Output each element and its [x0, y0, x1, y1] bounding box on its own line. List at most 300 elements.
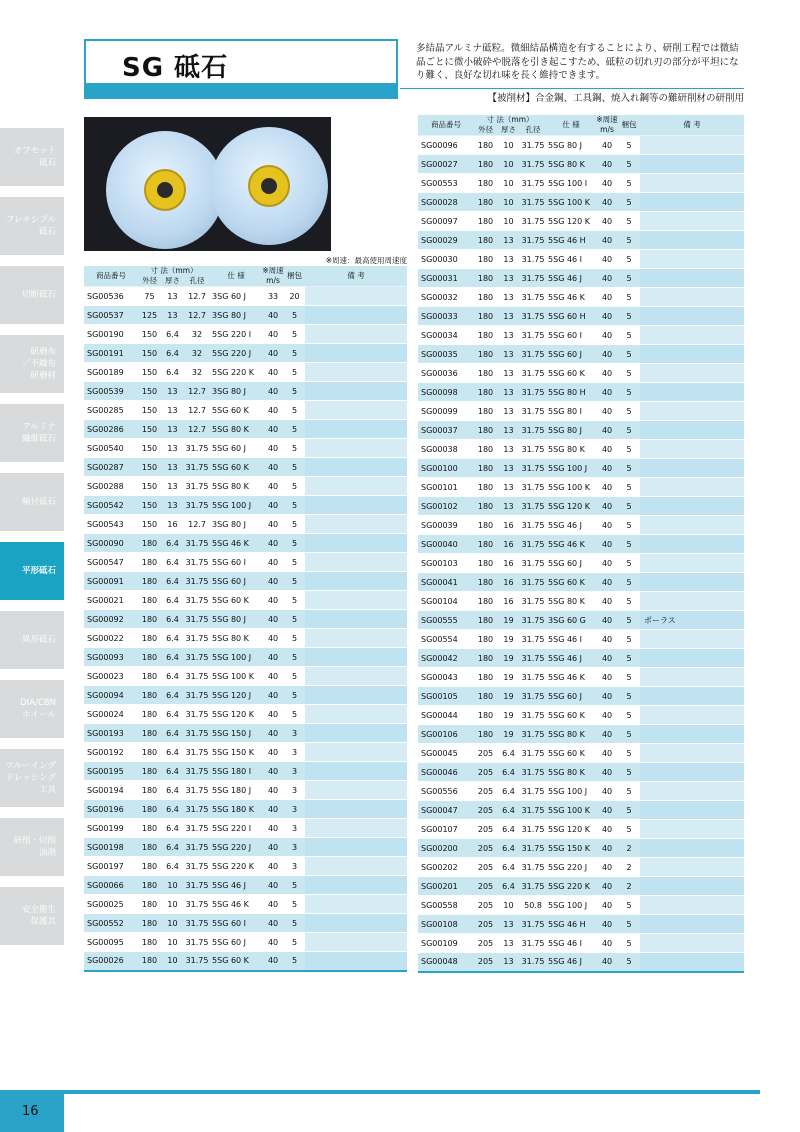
- product-code: SG00066: [84, 876, 138, 895]
- specification: 5SG 180 I: [210, 762, 262, 781]
- remarks: [640, 307, 744, 326]
- thickness: 10: [497, 174, 520, 193]
- sidebar-tab-label: 安全衛生: [21, 905, 56, 915]
- thickness: 10: [161, 952, 184, 971]
- page-number: 16: [0, 1094, 64, 1132]
- pack-quantity: 5: [618, 269, 640, 288]
- product-code: SG00190: [84, 325, 138, 344]
- pack-quantity: 5: [618, 155, 640, 174]
- bore-diameter: 31.75: [184, 477, 210, 496]
- pack-quantity: 5: [618, 535, 640, 554]
- header-bore: 孔径: [520, 125, 546, 136]
- bore-diameter: 31.75: [184, 496, 210, 515]
- bore-diameter: 31.75: [520, 136, 546, 155]
- sidebar-tab-label: ホイール: [22, 710, 56, 720]
- table-row: [84, 458, 407, 477]
- thickness: 10: [497, 212, 520, 231]
- remarks: [305, 629, 407, 648]
- outer-diameter: 180: [474, 440, 497, 459]
- thickness: 6.4: [161, 572, 184, 591]
- table-row: [418, 934, 744, 953]
- table-row: [418, 402, 744, 421]
- peripheral-speed: 40: [262, 724, 284, 743]
- table-row: [418, 706, 744, 725]
- peripheral-speed: 40: [262, 686, 284, 705]
- header-od: 外径: [474, 125, 497, 136]
- outer-diameter: 180: [474, 611, 497, 630]
- specification: 3SG 80 J: [210, 515, 262, 534]
- specification: 3SG 80 J: [210, 306, 262, 325]
- product-code: SG00029: [418, 231, 474, 250]
- table-row: [418, 592, 744, 611]
- peripheral-speed: 40: [596, 801, 618, 820]
- table-row: [418, 269, 744, 288]
- peripheral-speed: 40: [262, 572, 284, 591]
- pack-quantity: 5: [284, 515, 305, 534]
- sidebar-tab[interactable]: [0, 542, 64, 600]
- product-code: SG00195: [84, 762, 138, 781]
- thickness: 6.4: [497, 858, 520, 877]
- sidebar-tab[interactable]: [0, 335, 64, 393]
- remarks: [305, 762, 407, 781]
- outer-diameter: 180: [474, 383, 497, 402]
- thickness: 6.4: [161, 743, 184, 762]
- product-code: SG00040: [418, 535, 474, 554]
- remarks: [640, 687, 744, 706]
- peripheral-speed: 40: [596, 649, 618, 668]
- pack-quantity: 5: [284, 401, 305, 420]
- thickness: 6.4: [161, 591, 184, 610]
- product-code: SG00096: [418, 136, 474, 155]
- table-row: [418, 231, 744, 250]
- thickness: 13: [497, 459, 520, 478]
- remarks: [640, 459, 744, 478]
- sidebar-tab[interactable]: [0, 680, 64, 738]
- thickness: 13: [497, 478, 520, 497]
- bore-diameter: 31.75: [184, 762, 210, 781]
- table-row: [84, 705, 407, 724]
- bore-diameter: 31.75: [520, 231, 546, 250]
- specification: 3SG 60 J: [210, 287, 262, 306]
- product-code: SG00046: [418, 763, 474, 782]
- product-code: SG00043: [418, 668, 474, 687]
- outer-diameter: 180: [474, 478, 497, 497]
- peripheral-speed: 40: [596, 516, 618, 535]
- sidebar-tab-label: ／不織布: [21, 359, 56, 369]
- speed-footnote: ※周速：最高使用周速度: [325, 256, 407, 265]
- bore-diameter: 31.75: [520, 706, 546, 725]
- remarks: [305, 610, 407, 629]
- thickness: 6.4: [497, 801, 520, 820]
- outer-diameter: 180: [474, 459, 497, 478]
- specification: 5SG 80 H: [546, 383, 596, 402]
- remarks: [640, 649, 744, 668]
- thickness: 13: [497, 269, 520, 288]
- table-row: [418, 383, 744, 402]
- peripheral-speed: 40: [596, 402, 618, 421]
- bore-diameter: 12.7: [184, 287, 210, 306]
- pack-quantity: 3: [284, 857, 305, 876]
- bore-diameter: 31.75: [520, 554, 546, 573]
- pack-quantity: 5: [618, 687, 640, 706]
- bore-diameter: 31.75: [184, 895, 210, 914]
- table-row: [84, 686, 407, 705]
- bore-diameter: 32: [184, 363, 210, 382]
- outer-diameter: 180: [138, 591, 161, 610]
- table-row: [418, 307, 744, 326]
- remarks: [640, 231, 744, 250]
- remarks: [640, 801, 744, 820]
- bore-diameter: 31.75: [184, 458, 210, 477]
- outer-diameter: 180: [138, 857, 161, 876]
- peripheral-speed: 40: [262, 781, 284, 800]
- table-row: [84, 401, 407, 420]
- bore-diameter: 32: [184, 344, 210, 363]
- pack-quantity: 5: [618, 668, 640, 687]
- table-row: [418, 611, 744, 630]
- outer-diameter: 180: [474, 250, 497, 269]
- outer-diameter: 180: [474, 288, 497, 307]
- sidebar-tab[interactable]: [0, 749, 64, 807]
- peripheral-speed: 40: [262, 876, 284, 895]
- peripheral-speed: 40: [262, 458, 284, 477]
- pack-quantity: 5: [284, 933, 305, 952]
- remarks: [305, 781, 407, 800]
- specification: 5SG 180 J: [210, 781, 262, 800]
- remarks: [305, 325, 407, 344]
- sidebar-tab-label: 保護具: [30, 917, 56, 927]
- thickness: 13: [497, 440, 520, 459]
- thickness: 10: [497, 136, 520, 155]
- sidebar-tab[interactable]: [0, 128, 64, 186]
- header-thick: 厚さ: [497, 125, 520, 136]
- product-code: SG00105: [418, 687, 474, 706]
- table-row: [418, 820, 744, 839]
- bore-diameter: 31.75: [520, 687, 546, 706]
- bore-diameter: 31.75: [520, 364, 546, 383]
- peripheral-speed: 40: [596, 782, 618, 801]
- bore-diameter: 31.75: [184, 800, 210, 819]
- remarks: [305, 705, 407, 724]
- bore-diameter: 31.75: [520, 155, 546, 174]
- outer-diameter: 180: [474, 231, 497, 250]
- header-bore: 孔径: [184, 276, 210, 287]
- specification: 5SG 100 K: [546, 801, 596, 820]
- product-code: SG00286: [84, 420, 138, 439]
- product-code: SG00044: [418, 706, 474, 725]
- sidebar-tab-label: オフセット: [13, 146, 56, 156]
- pack-quantity: 2: [618, 858, 640, 877]
- peripheral-speed: 40: [596, 212, 618, 231]
- product-code: SG00041: [418, 573, 474, 592]
- pack-quantity: 5: [284, 344, 305, 363]
- specification: 5SG 46 J: [546, 269, 596, 288]
- specification: 5SG 220 K: [210, 857, 262, 876]
- product-code: SG00106: [418, 725, 474, 744]
- bore-diameter: 31.75: [184, 914, 210, 933]
- table-row: [84, 534, 407, 553]
- remarks: [305, 382, 407, 401]
- specification: 5SG 220 K: [546, 877, 596, 896]
- outer-diameter: 205: [474, 934, 497, 953]
- table-row: [84, 781, 407, 800]
- product-code: SG00287: [84, 458, 138, 477]
- bore-diameter: 31.75: [520, 858, 546, 877]
- sidebar-tab[interactable]: [0, 473, 64, 531]
- sidebar-tab[interactable]: [0, 197, 64, 255]
- sidebar-tab[interactable]: [0, 611, 64, 669]
- outer-diameter: 75: [138, 287, 161, 306]
- thickness: 13: [161, 439, 184, 458]
- specification: 5SG 46 H: [546, 231, 596, 250]
- specification: 5SG 100 J: [546, 459, 596, 478]
- product-code: SG00033: [418, 307, 474, 326]
- peripheral-speed: 40: [596, 611, 618, 630]
- peripheral-speed: 40: [596, 877, 618, 896]
- specification: 5SG 100 I: [546, 174, 596, 193]
- bore-diameter: 31.75: [520, 801, 546, 820]
- peripheral-speed: 40: [262, 952, 284, 971]
- pack-quantity: 5: [618, 402, 640, 421]
- thickness: 6.4: [161, 534, 184, 553]
- table-row: [418, 155, 744, 174]
- sidebar-tab-label: 砥石: [38, 158, 56, 168]
- specification: 5SG 80 K: [546, 155, 596, 174]
- table-row: [418, 630, 744, 649]
- peripheral-speed: 40: [596, 193, 618, 212]
- thickness: 13: [161, 458, 184, 477]
- table-row: [84, 287, 407, 306]
- sidebar-tab-label: DIA/CBN: [20, 698, 56, 708]
- bore-diameter: 31.75: [184, 781, 210, 800]
- outer-diameter: 180: [474, 155, 497, 174]
- peripheral-speed: 40: [596, 440, 618, 459]
- table-row: [418, 649, 744, 668]
- peripheral-speed: 40: [262, 667, 284, 686]
- table-row: [418, 478, 744, 497]
- thickness: 19: [497, 630, 520, 649]
- peripheral-speed: 40: [596, 725, 618, 744]
- product-code: SG00032: [418, 288, 474, 307]
- header-note: 備 考: [305, 266, 407, 287]
- table-row: [418, 763, 744, 782]
- remarks: [640, 326, 744, 345]
- sidebar-tab[interactable]: [0, 887, 64, 945]
- header-code: 商品番号: [84, 266, 138, 287]
- peripheral-speed: 40: [596, 744, 618, 763]
- specification: 5SG 46 I: [546, 934, 596, 953]
- remarks: [640, 516, 744, 535]
- table-row: [84, 838, 407, 857]
- sidebar-tab-label: アルミナ: [22, 422, 56, 432]
- bore-diameter: 31.75: [520, 611, 546, 630]
- pack-quantity: 20: [284, 287, 305, 306]
- specification: 5SG 120 K: [546, 212, 596, 231]
- specification: 5SG 220 J: [546, 858, 596, 877]
- table-row: [418, 212, 744, 231]
- bore-diameter: 50.8: [520, 896, 546, 915]
- bore-diameter: 32: [184, 325, 210, 344]
- specification: 5SG 120 J: [210, 686, 262, 705]
- outer-diameter: 180: [474, 212, 497, 231]
- pack-quantity: 5: [618, 782, 640, 801]
- thickness: 6.4: [161, 724, 184, 743]
- pack-quantity: 2: [618, 877, 640, 896]
- sidebar-tab-label: 異形砥石: [21, 635, 56, 645]
- specification: 5SG 60 K: [546, 706, 596, 725]
- outer-diameter: 180: [474, 307, 497, 326]
- wheel-bore: [157, 182, 173, 198]
- bore-diameter: 31.75: [520, 592, 546, 611]
- pack-quantity: 5: [284, 876, 305, 895]
- specification: 5SG 60 K: [546, 744, 596, 763]
- product-code: SG00558: [418, 896, 474, 915]
- thickness: 6.4: [497, 782, 520, 801]
- outer-diameter: 180: [138, 876, 161, 895]
- specification: 5SG 46 K: [210, 895, 262, 914]
- table-row: [84, 952, 407, 971]
- peripheral-speed: 40: [596, 231, 618, 250]
- remarks: [640, 364, 744, 383]
- product-code: SG00045: [418, 744, 474, 763]
- remarks: [305, 496, 407, 515]
- thickness: 6.4: [161, 363, 184, 382]
- remarks: [305, 477, 407, 496]
- specification: 5SG 80 K: [546, 763, 596, 782]
- specification: 5SG 220 K: [210, 363, 262, 382]
- peripheral-speed: 40: [596, 896, 618, 915]
- outer-diameter: 180: [474, 687, 497, 706]
- peripheral-speed: 40: [596, 326, 618, 345]
- remarks: [640, 269, 744, 288]
- outer-diameter: 180: [138, 572, 161, 591]
- pack-quantity: 5: [284, 629, 305, 648]
- thickness: 13: [497, 497, 520, 516]
- outer-diameter: 205: [474, 763, 497, 782]
- outer-diameter: 205: [474, 896, 497, 915]
- thickness: 10: [161, 876, 184, 895]
- specification: 5SG 46 J: [210, 876, 262, 895]
- bore-diameter: 31.75: [520, 288, 546, 307]
- table-row: [84, 420, 407, 439]
- outer-diameter: 180: [474, 193, 497, 212]
- remarks: [640, 345, 744, 364]
- specification: 5SG 150 K: [546, 839, 596, 858]
- pack-quantity: 5: [618, 497, 640, 516]
- sidebar-tab[interactable]: [0, 404, 64, 462]
- specification: 5SG 46 K: [546, 288, 596, 307]
- outer-diameter: 205: [474, 915, 497, 934]
- remarks: [305, 458, 407, 477]
- specification: 5SG 80 K: [546, 440, 596, 459]
- product-code: SG00107: [418, 820, 474, 839]
- bore-diameter: 12.7: [184, 401, 210, 420]
- outer-diameter: 205: [474, 801, 497, 820]
- table-row: [418, 136, 744, 155]
- table-row: [418, 858, 744, 877]
- header-spec: 仕 様: [546, 115, 596, 136]
- pack-quantity: 5: [284, 952, 305, 971]
- remarks: [640, 630, 744, 649]
- specification: 5SG 220 I: [210, 819, 262, 838]
- bore-diameter: 31.75: [520, 820, 546, 839]
- remarks: [305, 648, 407, 667]
- sidebar-tab-label: 工具: [38, 785, 56, 795]
- remarks: ポーラス: [640, 611, 744, 630]
- specification: 5SG 80 J: [546, 136, 596, 155]
- specification: 5SG 220 I: [210, 325, 262, 344]
- remarks: [305, 667, 407, 686]
- bore-diameter: 31.75: [520, 839, 546, 858]
- bore-diameter: 12.7: [184, 515, 210, 534]
- peripheral-speed: 40: [596, 839, 618, 858]
- sidebar-tab-label: 研削・切削: [13, 836, 56, 846]
- bore-diameter: 31.75: [184, 933, 210, 952]
- remarks: [305, 895, 407, 914]
- specification: 5SG 80 I: [546, 402, 596, 421]
- pack-quantity: 5: [618, 212, 640, 231]
- bore-diameter: 31.75: [520, 345, 546, 364]
- product-code: SG00023: [84, 667, 138, 686]
- thickness: 6.4: [161, 325, 184, 344]
- product-code: SG00194: [84, 781, 138, 800]
- table-row: [84, 743, 407, 762]
- specification: 5SG 60 J: [546, 554, 596, 573]
- remarks: [305, 515, 407, 534]
- remarks: [305, 572, 407, 591]
- remarks: [640, 155, 744, 174]
- outer-diameter: 180: [138, 743, 161, 762]
- outer-diameter: 150: [138, 401, 161, 420]
- bore-diameter: 31.75: [520, 212, 546, 231]
- sidebar-tab[interactable]: [0, 818, 64, 876]
- remarks: [640, 402, 744, 421]
- table-row: [418, 687, 744, 706]
- remarks: [305, 952, 407, 971]
- header-pack: 梱包: [284, 266, 305, 287]
- product-code: SG00197: [84, 857, 138, 876]
- table-row: [418, 459, 744, 478]
- specification: 5SG 60 K: [546, 364, 596, 383]
- outer-diameter: 180: [138, 819, 161, 838]
- bore-diameter: 31.75: [520, 953, 546, 972]
- remarks: [305, 306, 407, 325]
- thickness: 19: [497, 706, 520, 725]
- thickness: 19: [497, 649, 520, 668]
- specification: 5SG 46 I: [546, 630, 596, 649]
- pack-quantity: 5: [618, 459, 640, 478]
- outer-diameter: 180: [138, 724, 161, 743]
- pack-quantity: 3: [284, 781, 305, 800]
- thickness: 6.4: [161, 629, 184, 648]
- sidebar-tab[interactable]: [0, 266, 64, 324]
- pack-quantity: 5: [284, 686, 305, 705]
- peripheral-speed: 40: [262, 344, 284, 363]
- pack-quantity: 5: [618, 763, 640, 782]
- thickness: 16: [497, 516, 520, 535]
- page-title: SG 砥石: [122, 53, 229, 83]
- remarks: [640, 744, 744, 763]
- peripheral-speed: 40: [262, 743, 284, 762]
- peripheral-speed: 40: [596, 554, 618, 573]
- title-box: [84, 39, 398, 89]
- remarks: [305, 344, 407, 363]
- remarks: [305, 933, 407, 952]
- peripheral-speed: 40: [262, 800, 284, 819]
- outer-diameter: 150: [138, 325, 161, 344]
- peripheral-speed: 40: [262, 933, 284, 952]
- peripheral-speed: 40: [596, 421, 618, 440]
